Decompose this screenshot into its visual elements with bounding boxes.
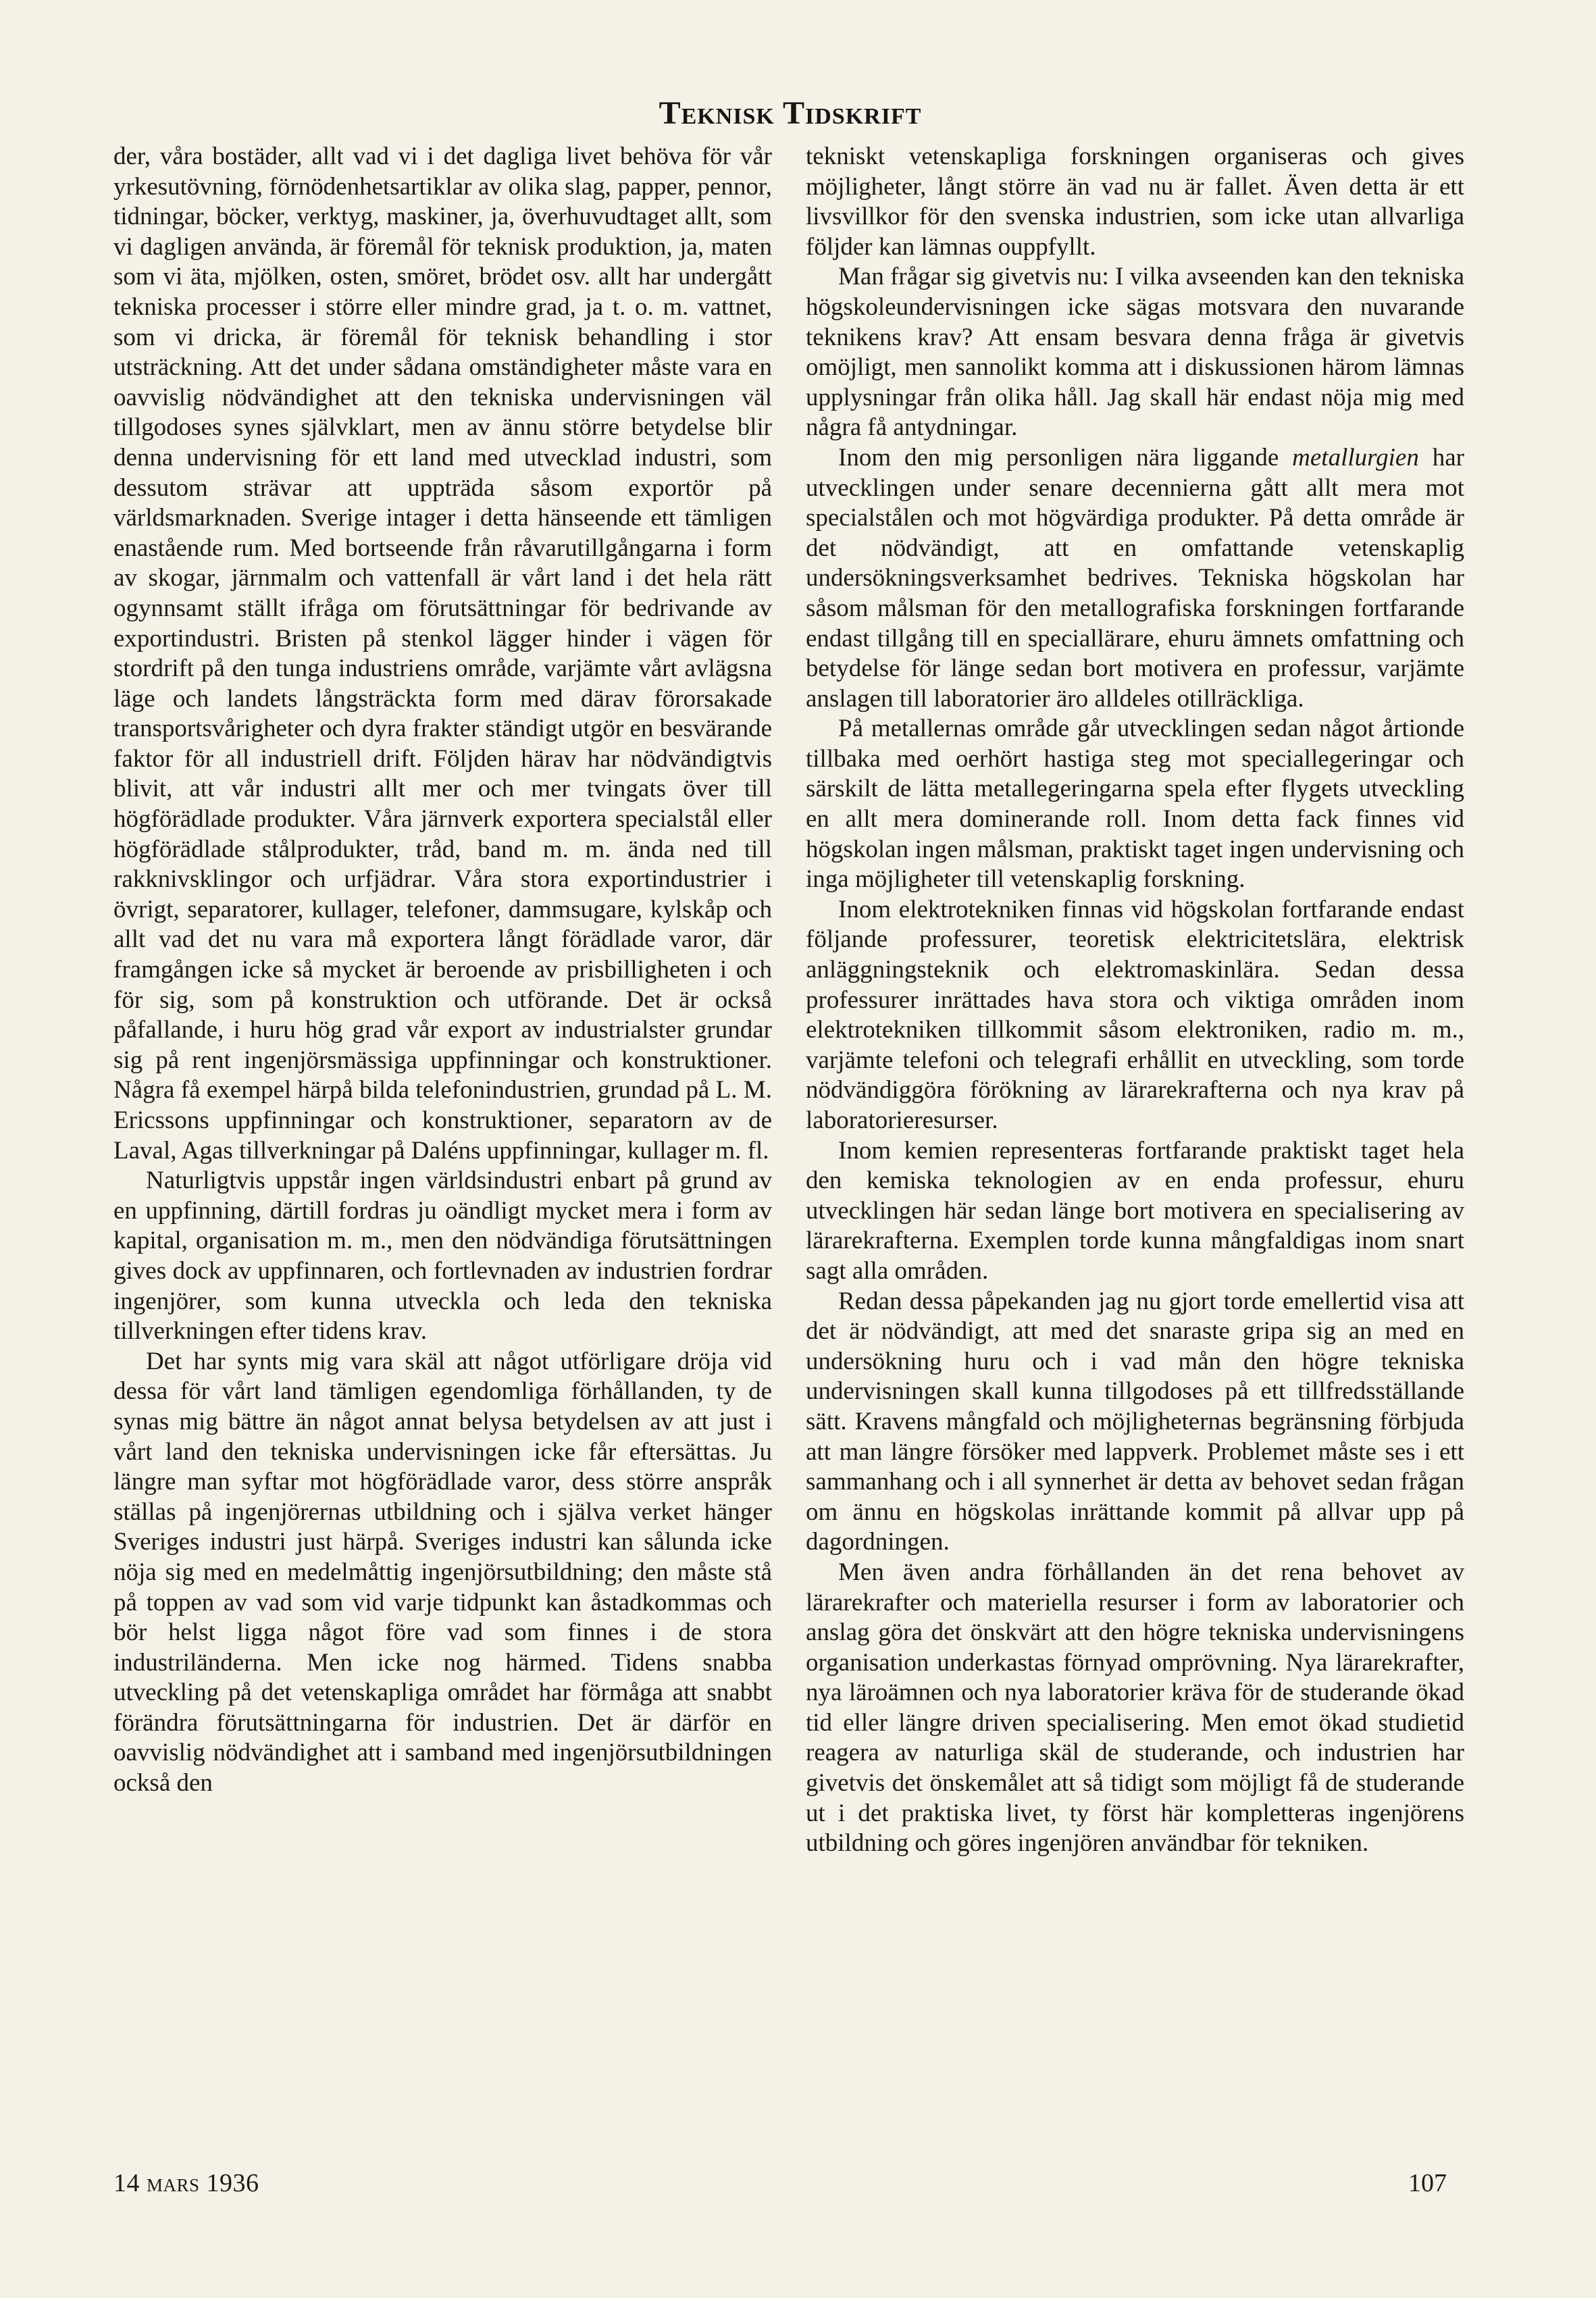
paragraph: Naturligtvis uppstår ingen världsindustri enbart på grund av en uppfinning, därtill fordras ju oändligt mycket mera i form av kapital, organisation m. m., men den nödvändiga förutsättningen gives dock av uppfinnaren, och fortlevnaden av industrien fordrar ingenjörer, som kunna utveckla och leda den tekniska tillverkningen efter tidens krav. (113, 1167, 772, 1346)
issue-date (113, 2168, 259, 2198)
left-column (113, 142, 772, 2141)
paragraph: tekniskt vetenskapliga forskningen organiseras och gives möjligheter, långt större än vad nu är fallet. Även detta är ett livsvillkor för den svenska industrien, som icke utan allvarliga följder kan lämnas ouppfyllt. (806, 143, 1464, 261)
emphasized-term: metallurgien (1292, 443, 1419, 471)
paragraph (806, 443, 1464, 714)
issue-day: 14 (113, 2169, 140, 2197)
paragraph-text: har utvecklingen under senare decennierna gått allt mera mot specialstålen och mot högvärdiga produkter. På detta område är det nödvändigt, att en omfattande vetenskaplig undersökningsverksamhet bedrives. Tekniska högskolan har såsom målsman för den metallografiska forskningen fortfarande endast tillgång till en speciallärare, ehuru ämnets omfattning och betydelse för länge sedan bort motivera en professur, varjämte anslagen till laboratorier äro alldeles otillräckliga. (806, 443, 1464, 713)
paragraph: Men även andra förhållanden än det rena behovet av lärarekrafter och materiella resurser i form av laboratorier och anslag göra det önskvärt att den högre tekniska undervisningens organisation underkastas förnyad omprövning. Nya lärarekrafter, nya läroämnen och nya laboratorier kräva för de studerande ökad tid eller längre driven specialisering. Men emot ökad studietid reagera av naturliga skäl de studerande, och industrien har givetvis det önskemålet att så tidigt som möjligt få de studerande ut i det praktiska livet, ty först här kompletteras ingenjörens utbildning och göres ingenjören användbar för tekniken. (806, 1558, 1464, 1858)
paragraph: Man frågar sig givetvis nu: I vilka avseenden kan den tekniska högskoleundervisningen icke sägas motsvara den nuvarande teknikens krav? Att ensam besvara denna fråga är givetvis omöjligt, men sannolikt komma att i diskussionen härom lämnas upplysningar från olika håll. Jag skall här endast nöja mig med några få antydningar. (806, 263, 1464, 442)
paragraph: Det har synts mig vara skäl att något utförligare dröja vid dessa för vårt land tämligen egendomliga förhållanden, ty de synas mig bättre än något annat belysa betydelsen av att just i vårt land den tekniska undervisningen icke får eftersättas. Ju längre man syftar mot högförädlade varor, dess större anspråk ställas på ingenjörernas utbildning och i själva verket hänger Sveriges industri just härpå. Sveriges industri kan sålunda icke nöja sig med en medelmåttig ingenjörsutbildning; den måste stå på toppen av vad som vid varje tidpunkt kan åstadkommas och bör helst ligga något före vad som finnes i de stora industriländerna. Men icke nog härmed. Tidens snabba utveckling på det vetenskapliga området har förmåga att snabbt förändra förutsättningarna för industrien. Det är därför en oavvislig nödvändighet att i samband med ingenjörsutbildningen också den (113, 1347, 772, 1797)
issue-month: mars (147, 2169, 200, 2197)
paragraph: Inom kemien representeras fortfarande praktiskt taget hela den kemiska teknologien av en enda professur, ehuru utvecklingen här sedan länge bort motivera en specialisering av lärarekrafterna. Exemplen torde kunna mångfaldigas inom snart sagt alla områden. (806, 1136, 1464, 1285)
paragraph: Redan dessa påpekanden jag nu gjort torde emellertid visa att det är nödvändigt, att med det snaraste gripa sig an med en undersökning huru och i vad mån den högre tekniska undervisningen skall kunna tillgodoses på ett tillfredsställande sätt. Kravens mångfald och möjligheternas begränsning förbjuda att man längre försöker med lappverk. Problemet måste ses i ett sammanhang och i all synnerhet är detta av behovet sedan frågan om ännu en högskolas inrättande kommit på allvar upp på dagordningen. (806, 1287, 1464, 1556)
paragraph: der, våra bostäder, allt vad vi i det dagliga livet behöva för vår yrkesutövning, förnödenhetsartiklar av olika slag, papper, pennor, tidningar, böcker, verktyg, maskiner, ja, överhuvudtaget allt, som vi dagligen använda, är föremål för teknisk produktion, ja, maten som vi äta, mjölken, osten, smöret, brödet osv. allt har undergått tekniska processer i större eller mindre grad, ja t. o. m. vattnet, som vi dricka, är föremål för teknisk behandling i stor utsträckning. Att det under sådana omständigheter måste vara en oavvislig nödvändighet att den tekniska undervisningen väl tillgodoses synes självklart, men av ännu större betydelse blir denna undervisning för ett land med utvecklad industri, som dessutom strävar att uppträda såsom exportör på världsmarknaden. Sverige intager i detta hänseende ett tämligen enastående rum. Med bortseende från råvarutillgångarna i form av skogar, järnmalm och vattenfall är vårt land i det hela rätt ogynnsamt ställt ifråga om förutsättningar för bedrivande av exportindustri. Bristen på stenkol lägger hinder i vägen för stordrift på den tunga industriens område, varjämte vårt avlägsna läge och landets långsträckta form med därav förorsakade transportsvårigheter och dyra frakter ständigt utgör en besvärande faktor för all industriell drift. Följden härav har nödvändigtvis blivit, att vår industri allt mer och mer tvingats över till högförädlade produkter. Våra järnverk exportera specialstål eller högförädlade stålprodukter, tråd, band m. m. ända ned till rakknivsklingor och urfjädrar. Våra stora exportindustrier i övrigt, separatorer, kullager, telefoner, dammsugare, kylskåp och allt vad det nu vara må exportera långt förädlade varor, där framgången icke så mycket är beroende av prisbilligheten i och för sig, som på konstruktion och utförande. Det är också påfallande, i huru hög grad vår export av industrialster grundar sig på rent ingenjörsmässiga uppfinningar och konstruktioner. Några få exempel härpå bilda telefonindustrien, grundad på L. M. Ericssons uppfinningar och konstruktioner, separatorn av de Laval, Agas tillverkningar på Daléns uppfinningar, kullager m. fl. (113, 143, 772, 1165)
paragraph: På metallernas område går utvecklingen sedan något årtionde tillbaka med oerhört hastiga steg mot speciallegeringar och särskilt de lätta metallegeringarna spela efter flygets utveckling en allt mera dominerande roll. Inom detta fack finnes vid högskolan ingen målsman, praktiskt taget ingen undervisning och inga möjligheter till vetenskaplig forskning. (806, 715, 1464, 894)
right-column (806, 142, 1464, 2141)
paragraph: Inom elektrotekniken finnas vid högskolan fortfarande endast följande professurer, teoretisk elektricitetslära, elektrisk anläggningsteknik och elektromaskinlära. Sedan dessa professurer inrättades hava stora och viktiga områden inom elektrotekniken tillkommit såsom elektroniken, radio m. m., varjämte telefoni och telegrafi erhållit en utveckling, som torde nödvändiggöra förökning av lärarekrafterna och nya krav på laboratorieresurser. (806, 895, 1464, 1134)
issue-year: 1936 (206, 2169, 259, 2197)
running-header: Teknisk Tidskrift (659, 95, 922, 131)
paragraph-text: Inom den mig personligen nära liggande (838, 443, 1293, 471)
page-number: 107 (1408, 2169, 1447, 2197)
